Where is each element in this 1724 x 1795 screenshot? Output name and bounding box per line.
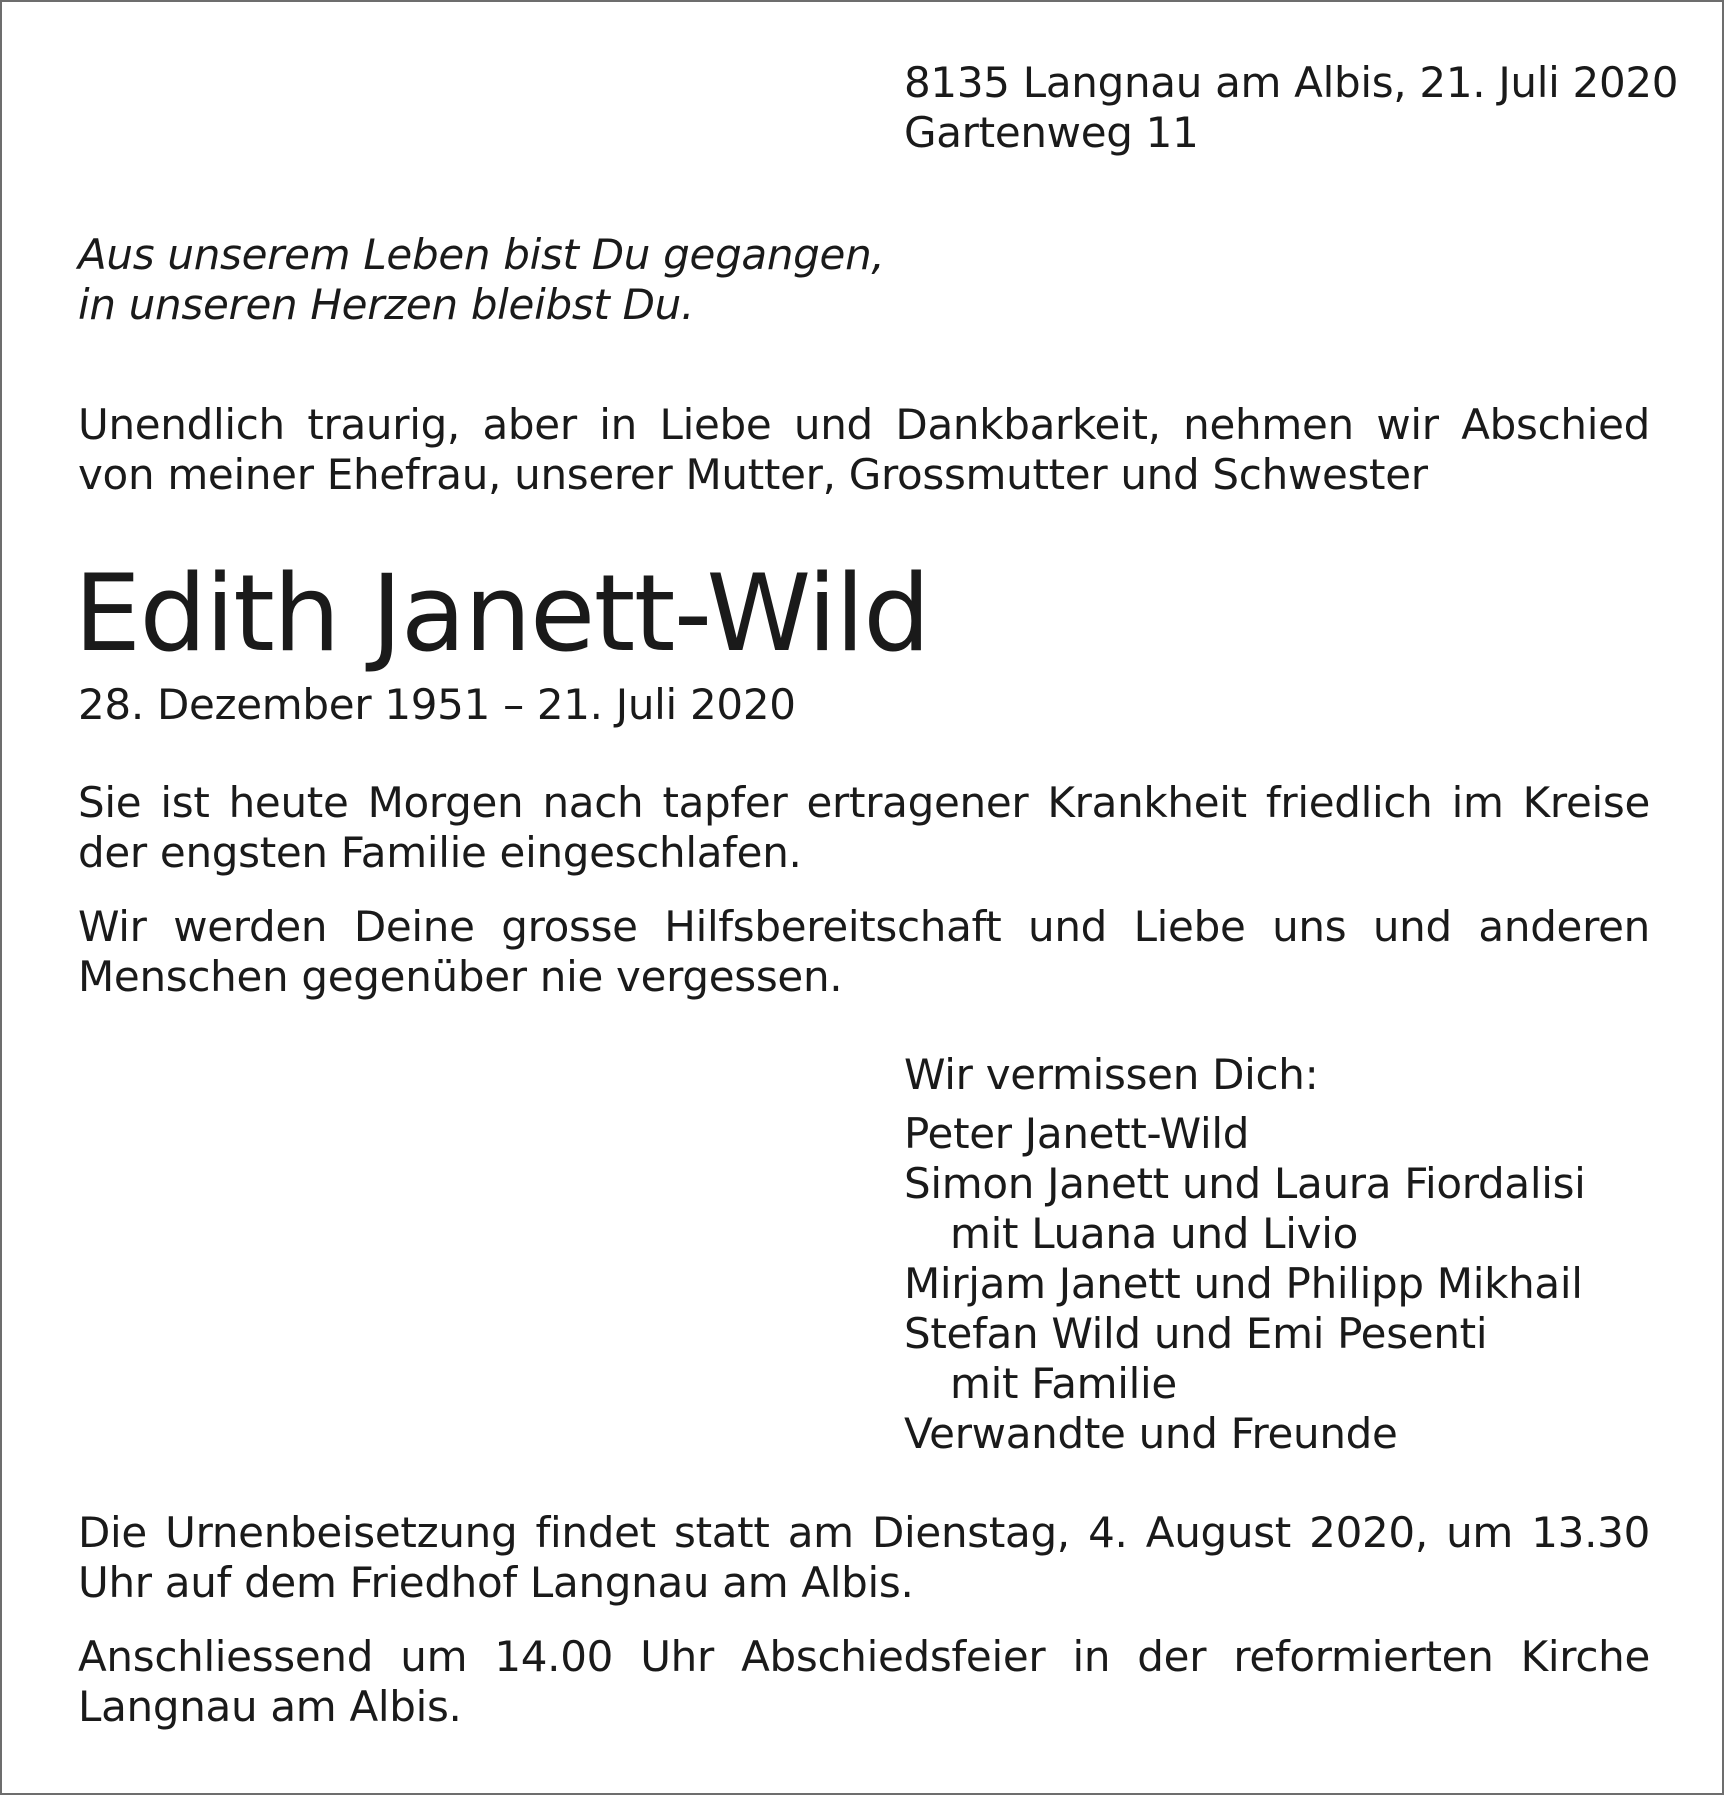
street-address: Gartenweg 11 (904, 108, 1199, 157)
life-dates: 28. Dezember 1951 – 21. Juli 2020 (78, 680, 796, 729)
farewell-ceremony-info: Anschliessend um 14.00 Uhr Abschiedsfeier in der reformierten Kirche Langnau am Albis. (78, 1632, 1650, 1731)
memorial-verse (78, 230, 978, 330)
mourners-list (904, 1050, 1664, 1459)
deceased-name: Edith Janett-Wild (74, 552, 930, 675)
verse-line-2: in unseren Herzen bleibst Du. (78, 280, 695, 329)
place-date-address (904, 58, 1679, 158)
mourner-line: mit Familie (950, 1359, 1177, 1408)
paragraph-remembrance: Wir werden Deine grosse Hilfsbereitschaft und Liebe uns und anderen Menschen gegenüber nie vergessen. (78, 902, 1650, 1001)
mourner-line: mit Luana und Livio (950, 1209, 1358, 1258)
burial-info: Die Urnenbeisetzung findet statt am Dienstag, 4. August 2020, um 13.30 Uhr auf dem Friedhof Langnau am Albis. (78, 1508, 1650, 1607)
mourner-line: Verwandte und Freunde (904, 1409, 1398, 1458)
intro-text: Unendlich traurig, aber in Liebe und Dankbarkeit, nehmen wir Abschied von meiner Ehefrau, unserer Mutter, Grossmutter und Schwester (78, 400, 1650, 499)
place-date: 8135 Langnau am Albis, 21. Juli 2020 (904, 58, 1679, 107)
mourners-heading: Wir vermissen Dich: (904, 1050, 1319, 1099)
paragraph-passing: Sie ist heute Morgen nach tapfer ertragener Krankheit friedlich im Kreise der engsten Familie eingeschlafen. (78, 778, 1650, 877)
mourner-line: Stefan Wild und Emi Pesenti (904, 1309, 1488, 1358)
mourner-line: Mirjam Janett und Philipp Mikhail (904, 1259, 1583, 1308)
mourner-line: Simon Janett und Laura Fiordalisi (904, 1159, 1586, 1208)
mourner-line: Peter Janett-Wild (904, 1109, 1250, 1158)
verse-line-1: Aus unserem Leben bist Du gegangen, (78, 230, 885, 279)
